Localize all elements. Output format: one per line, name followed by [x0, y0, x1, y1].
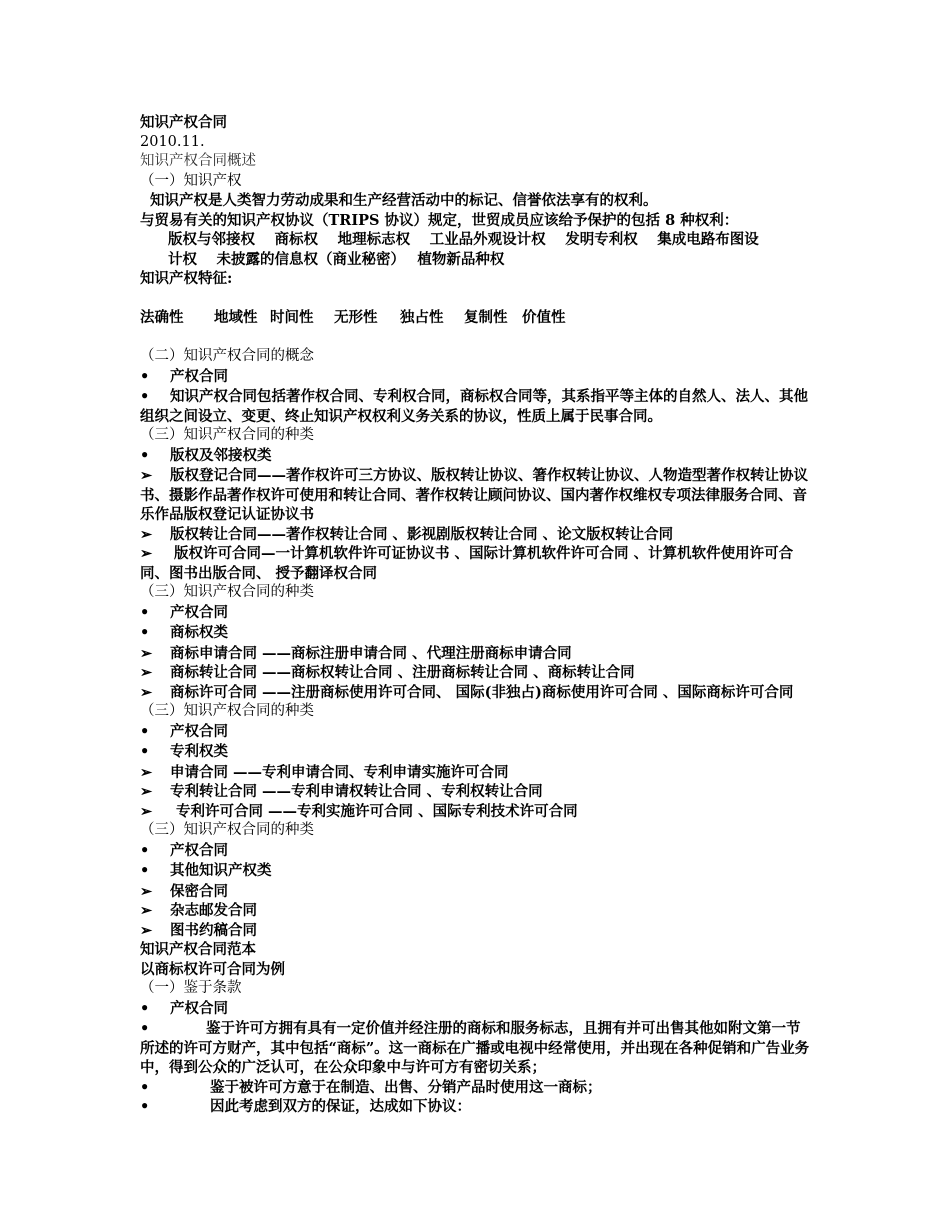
bullet-item: 专利权类: [170, 743, 228, 760]
arrow-marker: ➢: [140, 664, 153, 681]
bullet-marker: •: [140, 743, 150, 760]
arrow-item: 保密合同: [170, 882, 228, 900]
bullet-item: 版权及邻接权类: [170, 446, 272, 464]
arrow-marker: ➢: [140, 783, 153, 800]
feature-item: 无形性: [334, 309, 378, 326]
sample-heading: 知识产权合同范本: [140, 941, 256, 958]
bullet-marker: •: [140, 1078, 150, 1096]
bullet-item: 产权合同: [170, 999, 228, 1017]
document-page: [140, 113, 812, 1117]
bullet-item: 商标权类: [170, 624, 228, 641]
bullet-marker: •: [140, 388, 150, 405]
arrow-item: 版权登记合同——著作权许可三方协议、版权转让协议、箸作权转让协议、人物造型著作权转让协议书、摄影作品著作权许可使用和转让合同、著作权转让顾问协议、国内著作权维权专项法律服务合同、音乐作品版权登记认证协议书: [140, 467, 808, 523]
bullet-item: 产权合同: [170, 367, 228, 385]
arrow-marker: ➢: [140, 921, 153, 939]
arrow-item: 专利转让合同 ——专利申请权转让合同 、专利权转让合同: [170, 783, 543, 800]
feature-item: 地域性: [214, 309, 258, 326]
doc-date: 2010.11.: [140, 133, 205, 150]
bullet-marker: •: [140, 1098, 150, 1115]
arrow-marker: ➢: [140, 902, 153, 919]
bullet-marker: •: [140, 841, 150, 859]
section-heading: （一）知识产权: [140, 172, 242, 189]
section-heading: （三）知识产权合同的种类: [140, 822, 314, 838]
arrow-item: 图书约稿合同: [170, 921, 257, 939]
doc-title: 知识产权合同: [140, 114, 227, 131]
arrow-marker: ➢: [140, 545, 153, 562]
bullet-item: 知识产权合同包括著作权合同、专利权合同，商标权合同等，其系指平等主体的自然人、法人、其他组织之间设立、变更、终止知识产权权利义务关系的协议，性质上属于民事合同。: [140, 388, 808, 425]
bullet-item: 其他知识产权类: [170, 862, 272, 879]
arrow-item: 版权转让合同——著作权转让合同 、影视剧版权转让合同 、论文版权转让合同: [170, 525, 674, 543]
section-heading: （三）知识产权合同的种类: [140, 703, 314, 719]
feature-item: 价值性: [522, 309, 566, 326]
bullet-marker: •: [140, 862, 150, 879]
feature-item: 时间性: [270, 309, 314, 326]
arrow-item: 专利许可合同 ——专利实施许可合同 、国际专利技术许可合同: [176, 802, 578, 820]
feature-item: 法确性: [140, 309, 184, 326]
bullet-marker: •: [140, 999, 150, 1017]
sample-subheading: 以商标权许可合同为例: [140, 960, 285, 978]
bullet-item: 产权合同: [170, 603, 228, 621]
arrow-marker: ➢: [140, 802, 153, 820]
recital-item: 鉴于被许可方意于在制造、出售、分销产品时使用这一商标；: [210, 1078, 602, 1096]
arrow-marker: ➢: [140, 644, 153, 662]
features-list: [140, 308, 812, 328]
arrow-marker: ➢: [140, 467, 153, 484]
arrow-marker: ➢: [140, 525, 153, 543]
section-heading: （二）知识产权合同的概念: [140, 348, 314, 364]
bullet-marker: •: [140, 1020, 150, 1037]
arrow-marker: ➢: [140, 763, 153, 781]
definition-text: 知识产权是人类智力劳动成果和生产经营活动中的标记、信誉依法享有的权利。: [150, 192, 658, 209]
section-heading: （三）知识产权合同的种类: [140, 427, 314, 443]
arrow-item: 申请合同 ——专利申请合同、专利申请实施许可合同: [170, 763, 509, 781]
arrow-item: 杂志邮发合同: [170, 902, 257, 919]
arrow-item: 商标申请合同 ——商标注册申请合同 、代理注册商标申请合同: [170, 644, 572, 662]
bullet-marker: •: [140, 446, 150, 464]
bullet-item: 产权合同: [170, 722, 228, 740]
trips-text: 与贸易有关的知识产权协议（TRIPS 协议）规定，世贸成员应该给予保护的包括 8 种权利：: [140, 211, 739, 229]
arrow-item: 版权许可合同—一计算机软件许可证协议书 、国际计算机软件许可合同 、计算机软件使用许可合同、图书出版合同、 授予翻译权合同: [140, 545, 794, 582]
recital-item: 鉴于许可方拥有具有一定价值并经注册的商标和服务标志，且拥有并可出售其他如附文第一节所述的许可方财产，其中包括“商标”。这一商标在广播或电视中经常使用，并出现在各种促销和广告业务中，得到公众的广泛认可，在公众印象中与许可方有密切关系；: [140, 1020, 810, 1076]
features-heading: 知识产权特征:: [140, 270, 233, 287]
arrow-item: 商标转让合同 ——商标权转让合同 、注册商标转让合同 、商标转让合同: [170, 664, 635, 681]
rights-list-line: 计权 未披露的信息权（商业秘密） 植物新品种权: [168, 250, 505, 268]
arrow-marker: ➢: [140, 683, 153, 701]
arrow-item: 商标许可合同 ——注册商标使用许可合同、 国际(非独占)商标使用许可合同 、国际商标许可合同: [170, 683, 794, 701]
bullet-item: 产权合同: [170, 841, 228, 859]
feature-item: 独占性: [400, 309, 444, 326]
section-heading: （一）鉴于条款: [140, 980, 242, 996]
bullet-marker: •: [140, 624, 150, 641]
feature-item: 复制性: [464, 309, 508, 326]
rights-list-line: 版权与邻接权 商标权 地理标志权 工业品外观设计权 发明专利权 集成电路布图设: [168, 231, 759, 248]
arrow-marker: ➢: [140, 882, 153, 900]
bullet-marker: •: [140, 722, 150, 740]
bullet-marker: •: [140, 603, 150, 621]
overview-heading: 知识产权合同概述: [140, 153, 256, 169]
section-heading: （三）知识产权合同的种类: [140, 584, 314, 600]
bullet-marker: •: [140, 367, 150, 385]
recital-item: 因此考虑到双方的保证，达成如下协议：: [210, 1098, 471, 1115]
